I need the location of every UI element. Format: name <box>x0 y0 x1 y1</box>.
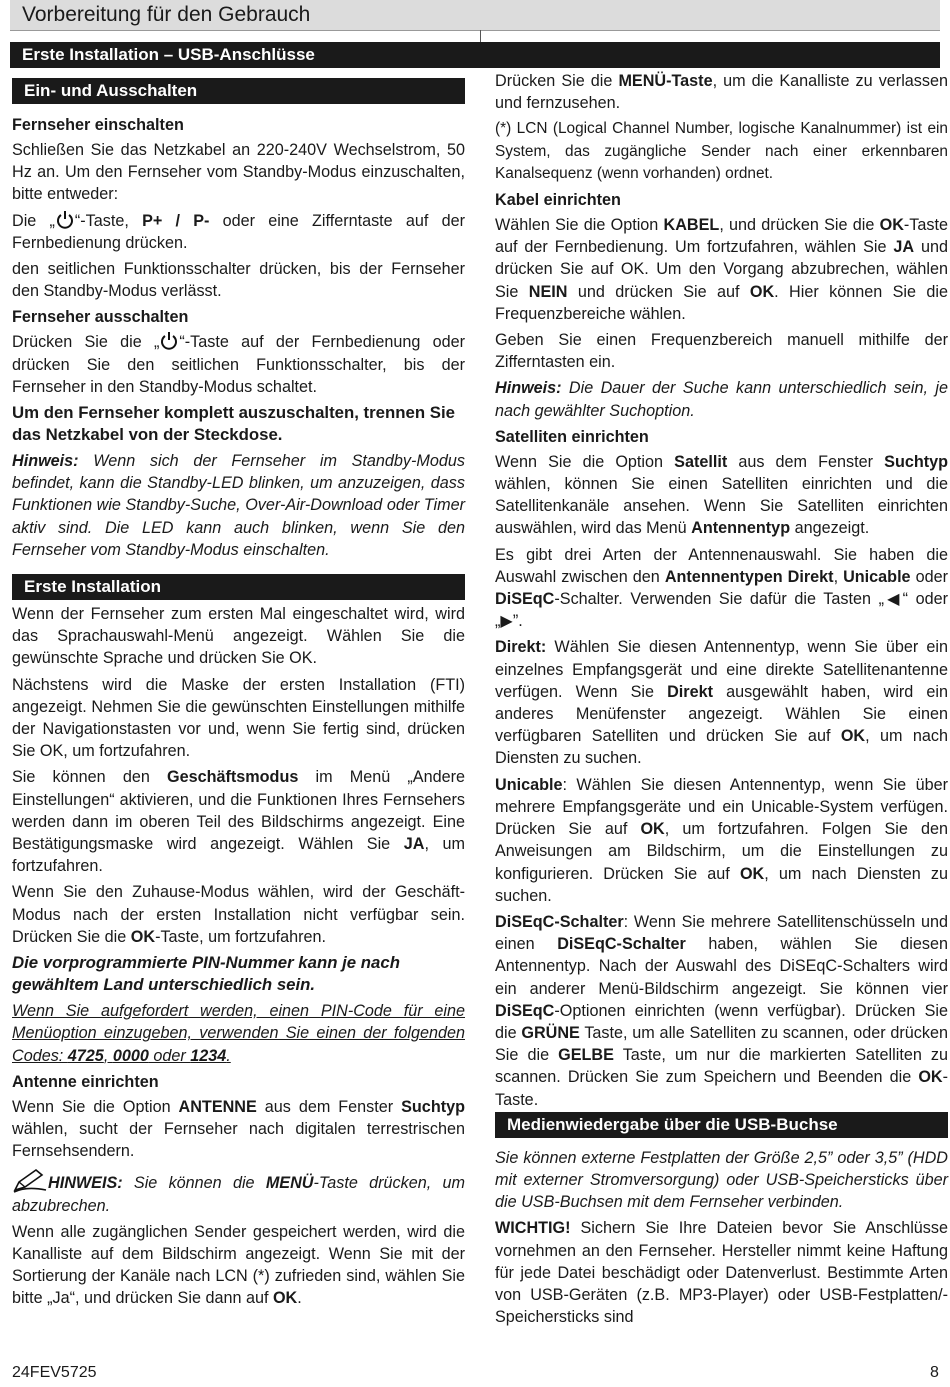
right-arrow-icon: ▶ <box>500 612 513 631</box>
paragraph: Sie können den Geschäftsmodus im Menü „Andere Einstellungen“ aktivieren, und die Funktionen Ihres Fernsehers werden dann im oberen Teil des Bildschirms angezeigt. Eine Bestätigungsmaske wird angezeigt. Wählen Sie JA, um fortzufahren. <box>12 768 466 876</box>
paragraph: Es gibt drei Arten der Antennenauswahl. Sie haben die Auswahl zwischen den Antennentypen Direkt, Unicable oder DiSEqC-Schalter. Verwenden Sie dafür die Tasten „◀“ oder „▶”. <box>495 545 949 631</box>
heading-satelliten-einrichten: Satelliten einrichten <box>495 427 649 446</box>
paragraph: Wenn der Fernseher zum ersten Mal eingeschaltet wird, wird das Sprachauswahl-Menü angezeigt. Wählen Sie die gewünschte Sprache und drücken Sie OK. <box>12 605 465 668</box>
paragraph: Unicable: Wählen Sie diesen Antennentyp, wenn Sie über mehrere Empfangsgeräte und ein Unicable-System verfügen. Drücken Sie auf OK, um fortzufahren. Folgen Sie den Anweisungen am Bildschirm, um die Einstellungen zu konfigurieren. Drücken Sie auf OK, um nach Diensten zu suchen. <box>495 775 948 905</box>
note-paragraph: Hinweis: Die Dauer der Suche kann unterschiedlich sein, je nach gewählter Suchoption. <box>495 379 948 420</box>
paragraph: Wenn alle zugänglichen Sender gespeichert werden, wird die Kanalliste auf dem Bildschirm angezeigt. Wenn Sie mit der Sortierung der Kanäle nach LCN (*) zufrieden sind, wählen Sie bitte „Ja“, und drücken Sie dann auf OK. <box>12 1222 465 1308</box>
paragraph: Wenn Sie die Option Satellit aus dem Fenster Suchtyp wählen, können Sie einen Satelliten einrichten und die Satellitenkanäle ansehen. Wenn Sie Satelliten einrichten auswählen, wird das Menü Antennentyp angezeigt. <box>495 452 948 538</box>
paragraph: Schließen Sie das Netzkabel an 220-240V Wechselstrom, 50 Hz an. Um den Fernseher vom Standby-Modus einzuschalten, bitte entweder: <box>12 141 465 204</box>
power-icon <box>55 210 75 230</box>
right-column <box>495 70 948 1332</box>
left-column <box>12 114 465 1314</box>
section-banner-medien: Medienwiedergabe über die USB-Buchse <box>495 1112 948 1138</box>
note-paragraph: HINWEIS: Sie können die MENÜ-Taste drücken, um abzubrechen. <box>12 1168 465 1216</box>
footer-model: 24FEV5725 <box>12 1364 97 1381</box>
page-title: Vorbereitung für den Gebrauch <box>22 3 311 26</box>
paragraph: den seitlichen Funktionsschalter drücken, bis der Fernseher den Standby-Modus verlässt. <box>12 260 465 301</box>
pin-notice: Die vorprogrammierte PIN-Nummer kann je nach gewähltem Land unterschiedlich sein. <box>12 953 400 995</box>
paragraph: Drücken Sie die MENÜ-Taste, um die Kanalliste zu verlassen und fernzusehen. <box>495 72 948 113</box>
paragraph: Nächstens wird die Maske der ersten Installation (FTI) angezeigt. Nehmen Sie die gewünschten Einstellungen mithilfe der Navigationstasten vor und, wenn Sie fertig sind, drücken Sie OK, um fortzufahren. <box>12 675 465 761</box>
page-header <box>10 0 940 31</box>
pin-codes-paragraph: Wenn Sie aufgefordert werden, einen PIN-Code für eine Menüoption einzugeben, verwenden Sie einen der folgenden Codes: 4725, 0000 oder 1234. <box>12 1002 465 1065</box>
paragraph: WICHTIG! Sichern Sie Ihre Dateien bevor Sie Anschlüsse vornehmen an den Fernseher. Hersteller nimmt keine Haftung für jede Datei beschädigt oder Datenverlust. Bestimmte Arten von USB-Geräten (z.B. MP3-Player) oder USB-Festplatten/-Speichersticks sind <box>495 1219 948 1327</box>
pencil-note-icon <box>12 1168 48 1194</box>
paragraph: Die „ “-Taste, P+ / P- oder eine Zifferntaste auf der Fernbedienung drücken. <box>12 211 465 252</box>
heading-fernseher-ausschalten: Fernseher ausschalten <box>12 308 189 327</box>
paragraph: Wenn Sie den Zuhause-Modus wählen, wird der Geschäft-Modus nach der ersten Installation nicht verfügbar sein. Drücken Sie die OK-Taste, um fortzufahren. <box>12 883 465 946</box>
paragraph: (*) LCN (Logical Channel Number, logische Kanalnummer) ist ein System, das zugängliche Sender nach einer erkennbaren Kanalsequenz (wenn vorhanden) ordnet. <box>495 120 948 182</box>
heading-kabel-einrichten: Kabel einrichten <box>495 191 621 210</box>
heading-fernseher-einschalten: Fernseher einschalten <box>12 116 184 134</box>
bold-notice: Um den Fernseher komplett auszuschalten, trennen Sie das Netzkabel von der Steckdose. <box>12 403 455 445</box>
paragraph: Geben Sie einen Frequenzbereich manuell mithilfe der Zifferntasten ein. <box>495 331 948 372</box>
footer-page-number: 8 <box>930 1364 939 1381</box>
section-banner-main: Erste Installation – USB-Anschlüsse <box>10 42 940 68</box>
note-paragraph: Hinweis: Wenn sich der Fernseher im Standby-Modus befindet, kann die Standby-LED blinken, um anzuzeigen, dass Funktionen wie Standby-Suche, Over-Air-Download oder Timer aktiv sind. Die LED kann auch blinken, wenn Sie den Fernseher vom Standby-Modus einschalten. <box>12 452 465 559</box>
section-banner-ein-aus: Ein- und Ausschalten <box>12 78 465 104</box>
paragraph: DiSEqC-Schalter: Wenn Sie mehrere Satellitenschüsseln und einen DiSEqC-Schalter haben, wählen Sie diesen Antennentyp. Nach der Auswahl des DiSEqC-Schalters wird ein anderer Menü-Bildschirm angezeigt. Sie können vier DiSEqC-Optionen einrichten (wenn verfügbar). Drücken Sie die GRÜNE Taste, um alle Satelliten zu scannen, oder drücken Sie die GELBE Taste, um nur die markierten Satelliten zu scannen. Drücken Sie zum Speichern und Beenden die OK-Taste. <box>495 912 949 1109</box>
paragraph: Direkt: Wählen Sie diesen Antennentyp, wenn Sie über ein einzelnes Empfangsgerät und eine direkte Satellitenantenne verfügen. Wenn Sie Direkt ausgewählt haben, wird ein anderes Menüfenster angezeigt. Wählen Sie einen verfügbaren Satelliten und drücken Sie auf OK, um nach Diensten zu suchen. <box>495 638 948 768</box>
paragraph: Drücken Sie die „ “-Taste auf der Fernbedienung oder drücken Sie den seitlichen Funktionsschalter, bis der Fernseher in den Standby-Modus schaltet. <box>12 333 465 396</box>
paragraph: Wählen Sie die Option KABEL, und drücken Sie die OK-Taste auf der Fernbedienung. Um fortzufahren, wählen Sie JA und drücken Sie auf OK. Um den Vorgang abzubrechen, wählen Sie NEIN und drücken Sie auf OK. Hier können Sie die Frequenzbereiche wählen. <box>495 216 948 323</box>
left-arrow-icon: ◀ <box>883 590 903 609</box>
heading-antenne-einrichten: Antenne einrichten <box>12 1072 159 1091</box>
power-icon <box>159 331 179 351</box>
paragraph: Sie können externe Festplatten der Größe 2,5” oder 3,5” (HDD mit externer Stromversorgung) oder USB-Speichersticks über die USB-Buchsen mit dem Fernseher verbinden. <box>495 1148 948 1212</box>
paragraph: Wenn Sie die Option ANTENNE aus dem Fenster Suchtyp wählen, sucht der Fernseher nach digitalen terrestrischen Fernsehsendern. <box>12 1097 465 1161</box>
section-banner-erste-installation: Erste Installation <box>12 574 465 600</box>
